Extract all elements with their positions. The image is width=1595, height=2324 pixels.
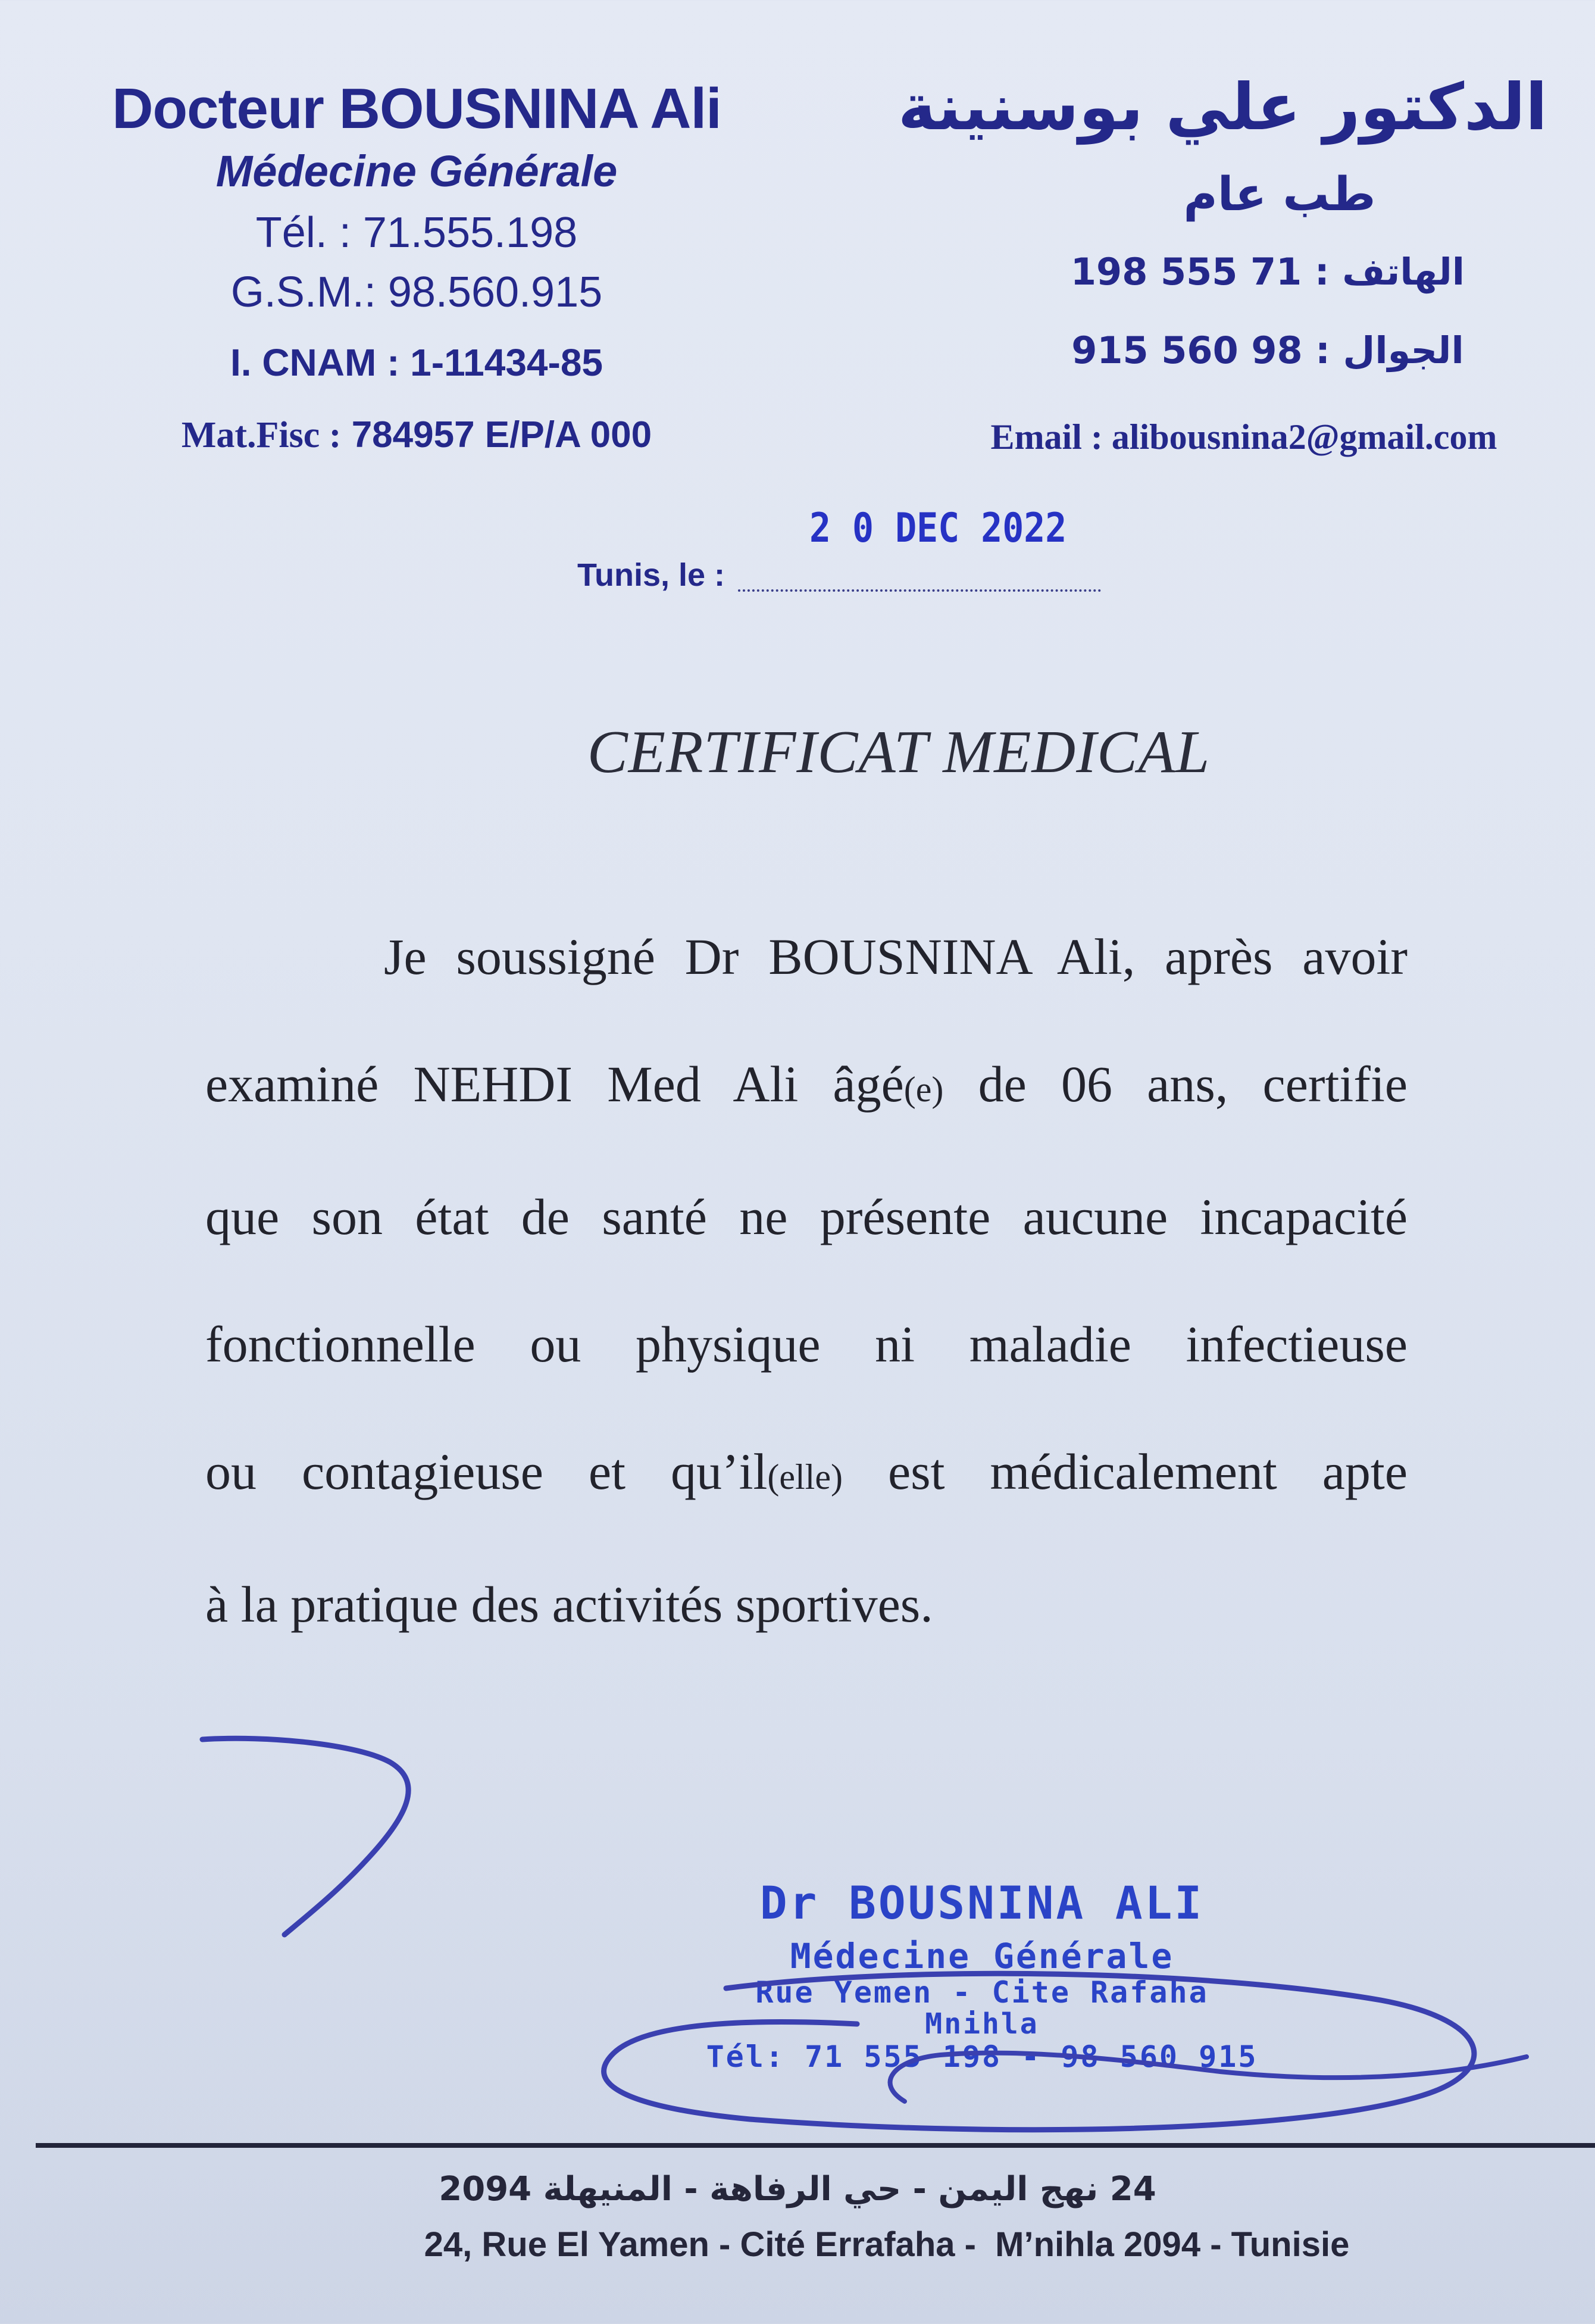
- body-line-5-end: est médicalement apte: [842, 1443, 1408, 1500]
- body-line-2-start: examiné NEHDI Med Ali âgé: [205, 1055, 904, 1113]
- body-line-2-end: de 06 ans, certifie: [943, 1055, 1408, 1113]
- stamp-specialty: Médecine Générale: [790, 1936, 1174, 1976]
- body-line-6: à la pratique des activités sportives.: [205, 1576, 933, 1633]
- cnam-number: I. CNAM : 1-11434-85: [230, 341, 603, 384]
- tax-id-label: Mat.Fisc :: [181, 415, 342, 455]
- stamp-address: Rue Yemen - Cite Rafaha: [755, 1975, 1209, 2010]
- signature-stroke: [202, 1738, 408, 1935]
- tax-id-value: 784957 E/P/A 000: [351, 414, 652, 455]
- body-line-5-start: ou contagieuse et qu’il: [205, 1443, 768, 1500]
- specialty: Médecine Générale: [215, 146, 618, 196]
- body-line-2-gender: (e): [903, 1070, 944, 1109]
- body-line-5-gender: (elle): [767, 1457, 843, 1497]
- telephone-arabic: الهاتف : 71 555 198: [1070, 250, 1465, 293]
- signature-ellipse: [604, 1973, 1474, 2129]
- mobile-number: G.S.M.: 98.560.915: [230, 268, 603, 316]
- mobile-arabic: الجوال : 98 560 915: [1071, 329, 1464, 372]
- body-line-1: Je soussigné Dr BOUSNINA Ali, après avoir: [384, 928, 1408, 985]
- footer-address-arabic: 24 نهج اليمن - حي الرفاهة - المنيهلة 2094: [439, 2170, 1156, 2209]
- date-stamp: 2 0 DEC 2022: [809, 505, 1067, 552]
- footer-address: 24, Rue El Yamen - Cité Errafaha - M’nihla 2094 - Tunisie: [424, 2225, 1350, 2264]
- stamp-telephone: Tél: 71 555 198 - 98 560 915: [706, 2039, 1258, 2074]
- doctor-name: Docteur BOUSNINA Ali: [112, 77, 721, 140]
- body-line-4: fonctionnelle ou physique ni maladie infectieuse: [205, 1316, 1408, 1373]
- place-date-label: Tunis, le :: [577, 557, 725, 593]
- doctor-name-arabic: الدكتور علي بوسنينة: [897, 70, 1547, 145]
- telephone: Tél. : 71.555.198: [255, 209, 578, 257]
- specialty-arabic: طب عام: [1183, 168, 1376, 221]
- stamp-city: Mnihla: [925, 2007, 1039, 2041]
- document-title: CERTIFICAT MEDICAL: [587, 719, 1211, 786]
- email: Email : alibousnina2@gmail.com: [990, 417, 1497, 457]
- footer-divider: [36, 2143, 1595, 2148]
- body-line-3: que son état de santé ne présente aucune incapacité: [205, 1188, 1408, 1245]
- stamp-doctor-name: Dr BOUSNINA ALI: [759, 1876, 1205, 1929]
